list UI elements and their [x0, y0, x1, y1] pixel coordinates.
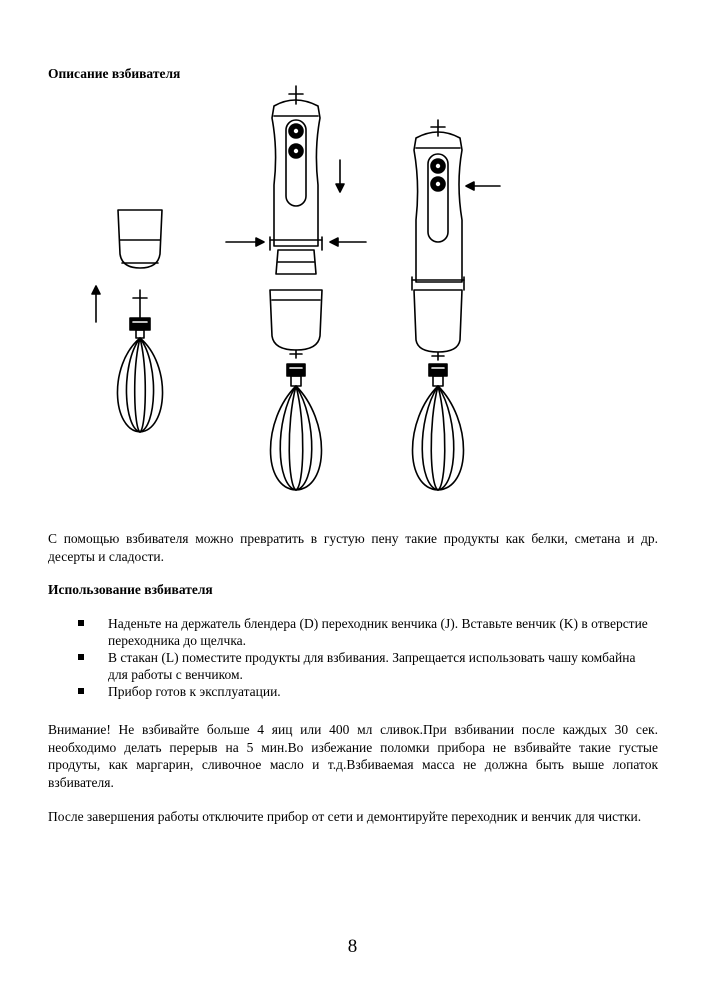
- list-item: [78, 615, 648, 649]
- bullet-icon: [78, 620, 84, 626]
- usage-steps-list: [78, 615, 648, 700]
- arrow-left-right: [466, 182, 500, 190]
- arrow-up-left: [92, 286, 100, 322]
- arrow-left-center: [330, 238, 366, 246]
- whisk-adapter-center-drawing: [270, 290, 322, 358]
- blender-assembled-right-drawing: [412, 120, 464, 490]
- arrow-down-center: [336, 160, 344, 192]
- step-text: Прибор готов к эксплуатации.: [108, 684, 281, 699]
- usage-title: Использование взбивателя: [48, 582, 213, 597]
- section-title: Описание взбивателя: [48, 66, 181, 81]
- arrow-right-center: [226, 238, 264, 246]
- list-item: [78, 683, 648, 700]
- step-text: В стакан (L) поместите продукты для взбивания. Запрещается использовать чашу комбайна для работы с венчиком.: [108, 650, 636, 682]
- list-item: [78, 649, 648, 683]
- blender-body-center-drawing: [270, 86, 322, 274]
- after-use-paragraph: После завершения работы отключите прибор от сети и демонтируйте переходник и венчик для чистки.: [48, 809, 642, 824]
- bullet-icon: [78, 688, 84, 694]
- step-text: Наденьте на держатель блендера (D) переходник венчика (J). Вставьте венчик (K) в отверстие переходника до щелчка.: [108, 616, 648, 648]
- page-number: 8: [347, 936, 358, 957]
- whisk-center-drawing: [271, 364, 322, 490]
- bullet-icon: [78, 654, 84, 660]
- whisk-left-drawing: [117, 290, 162, 432]
- whisk-adapter-left-drawing: [118, 210, 162, 268]
- intro-paragraph: С помощью взбивателя можно превратить в густую пену такие продукты как белки, сметана и др. десерты и сладости.: [48, 531, 658, 564]
- warning-paragraph: Внимание! Не взбивайте больше 4 яиц или 400 мл сливок.При взбивании после каждых 30 сек. необходимо делать перерыв на 5 мин.Во избежание поломки прибора не взбивайте такие густые продуты, как маргарин, сливочное масло и т.д.Взбиваемая масса не должна быть выше лопаток взбивателя.: [48, 722, 658, 790]
